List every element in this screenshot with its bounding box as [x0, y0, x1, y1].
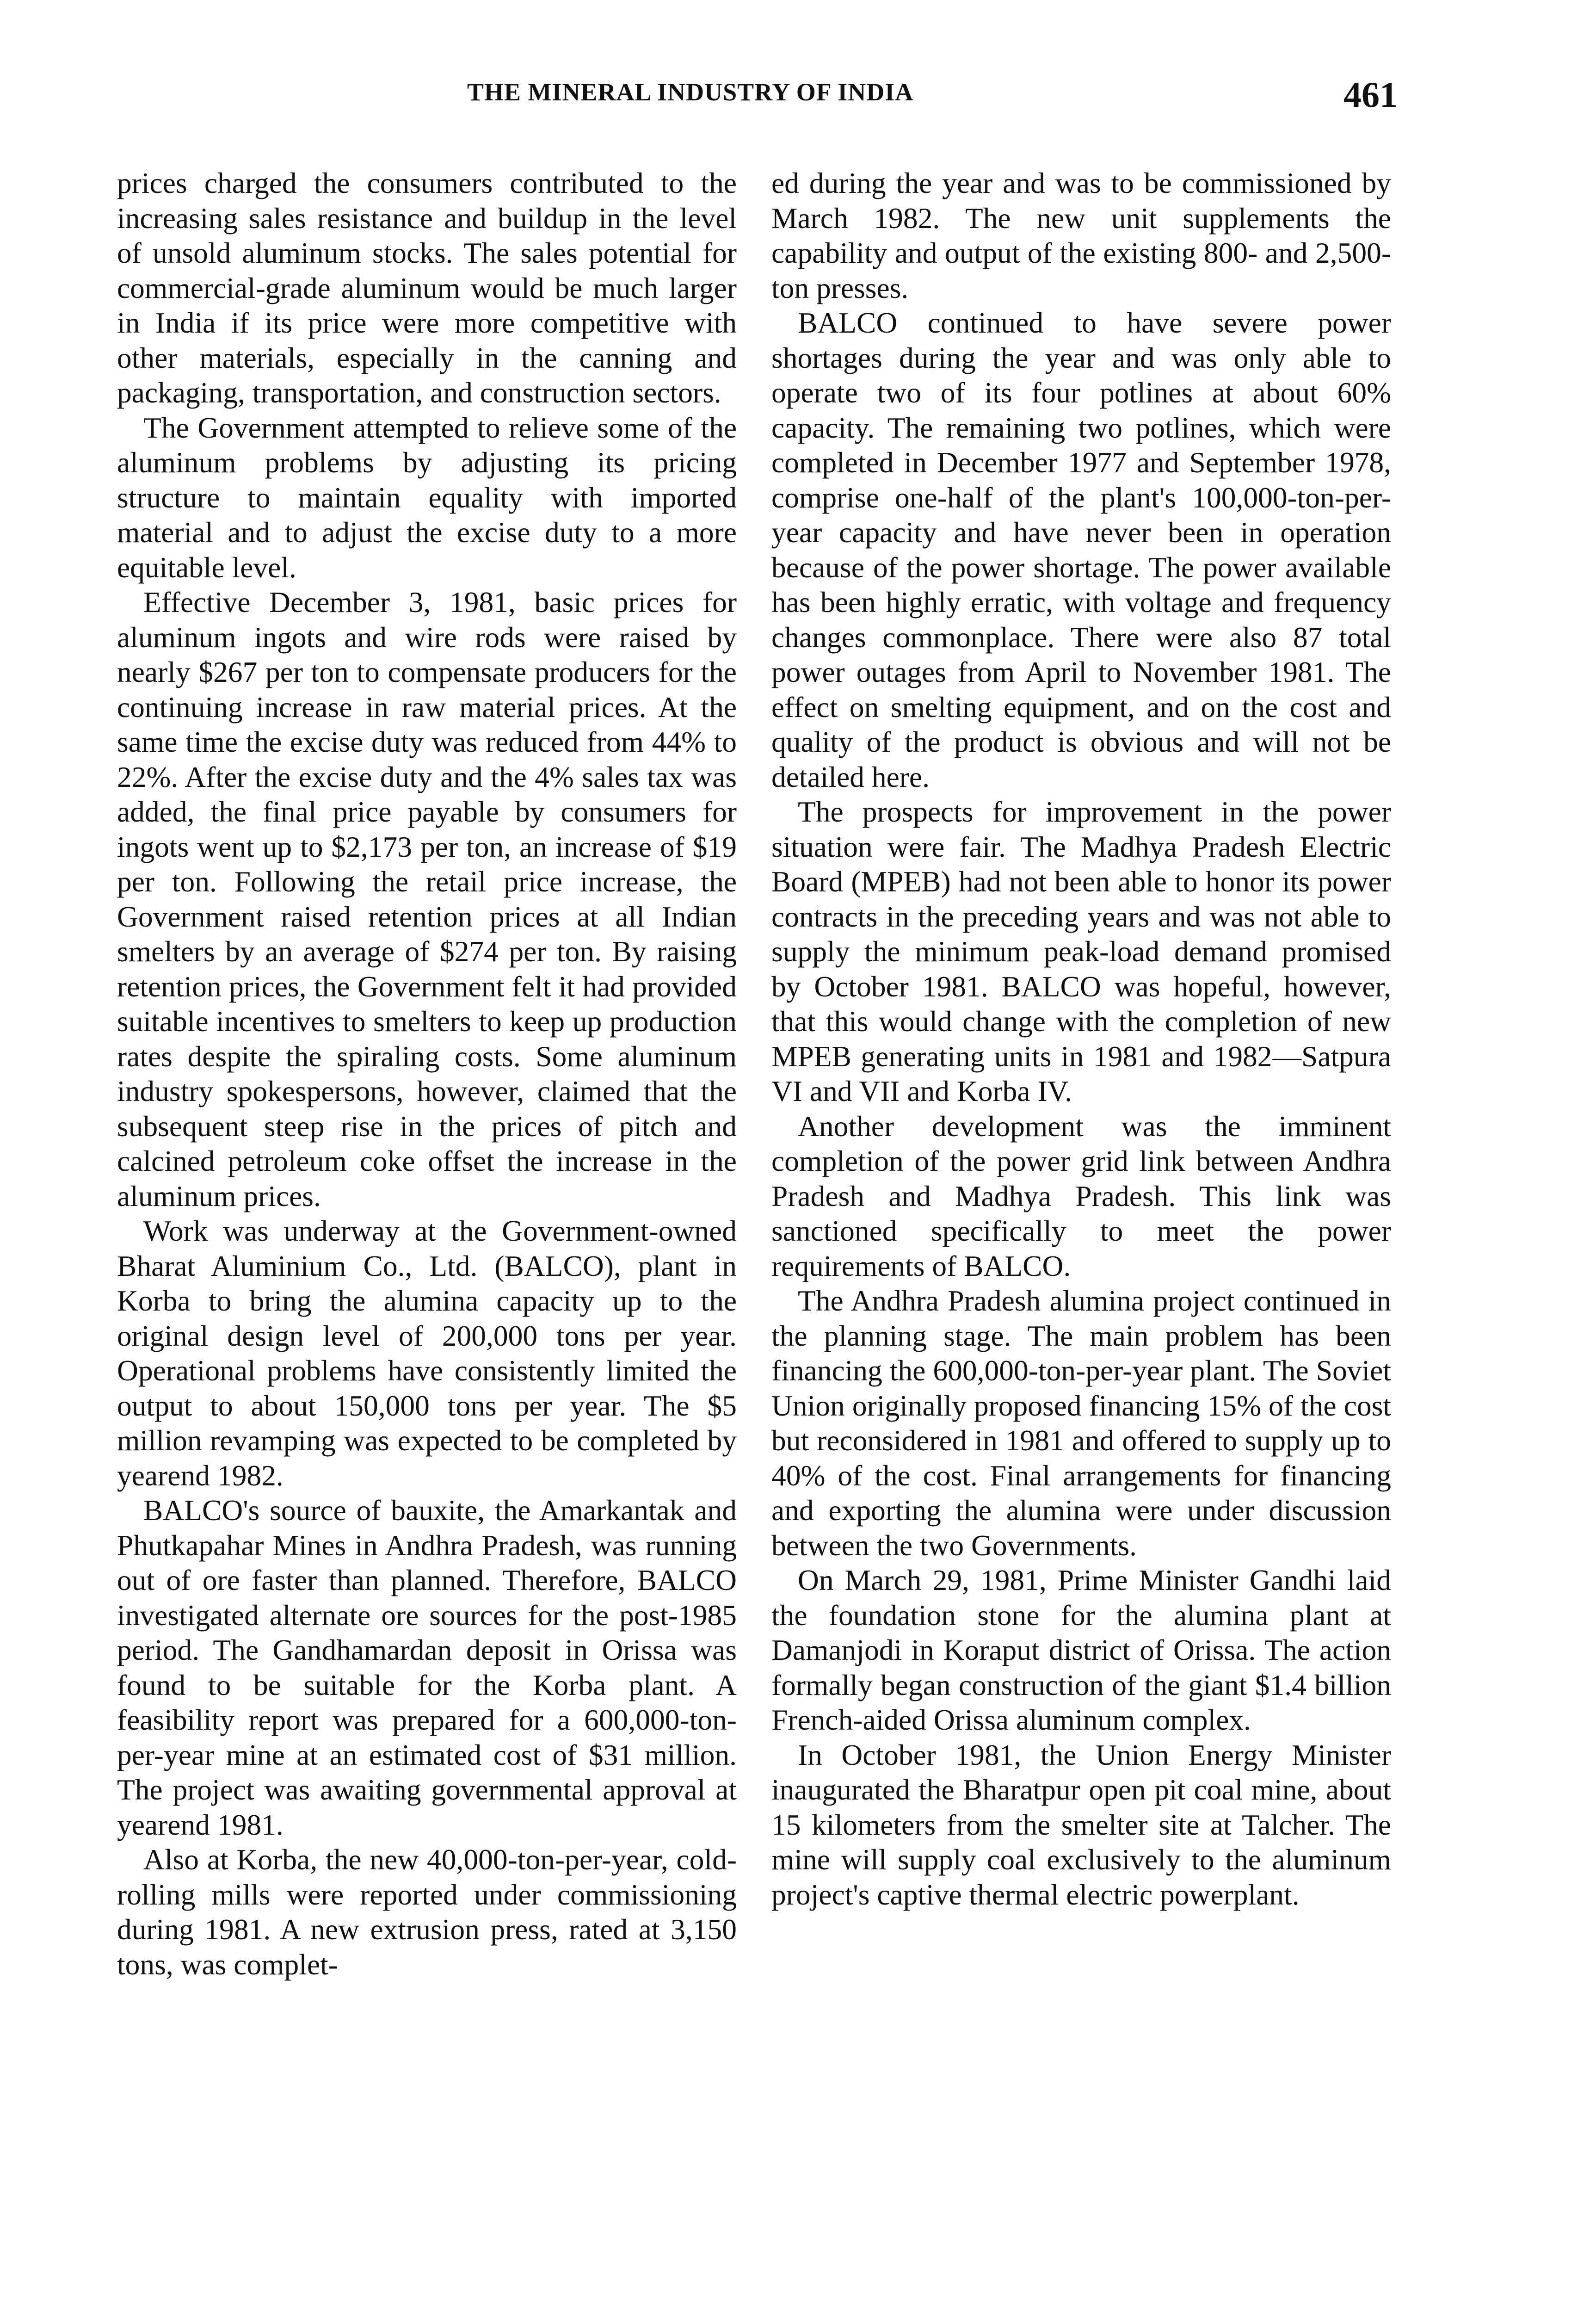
paragraph: The Government attempted to relieve some of the aluminum problems by adjusting its pricing structure to maintain equality with imported material and to adjust the excise duty to a more equitable level.: [117, 411, 737, 584]
paragraph: Also at Korba, the new 40,000-ton-per-year, cold-rolling mills were reported under commissioning during 1981. A new extrusion press, rated at 3,150 tons, was complet-: [117, 1843, 737, 1981]
paragraph: prices charged the consumers contributed to the increasing sales resistance and buildup in the level of unsold aluminum stocks. The sales potential for commercial-grade aluminum would be much larger in India if its price were more competitive with other materials, especially in the canning and packaging, transportation, and construction sectors.: [117, 167, 737, 409]
left-column: [117, 166, 737, 1982]
right-column: [771, 166, 1391, 1912]
paragraph: ed during the year and was to be commissioned by March 1982. The new unit supplements the capability and output of the existing 800- and 2,500-ton presses.: [771, 167, 1391, 304]
paragraph: The prospects for improvement in the power situation were fair. The Madhya Pradesh Electric Board (MPEB) had not been able to honor its power contracts in the preceding years and was not able to supply the minimum peak-load demand promised by October 1981. BALCO was hopeful, however, that this would change with the completion of new MPEB generating units in 1981 and 1982—Satpura VI and VII and Korba IV.: [771, 795, 1391, 1107]
paragraph: In October 1981, the Union Energy Minister inaugurated the Bharatpur open pit coal mine, about 15 kilometers from the smelter site at Talcher. The mine will supply coal exclusively to the aluminum project's captive thermal electric powerplant.: [771, 1738, 1391, 1911]
paragraph: Another development was the imminent completion of the power grid link between Andhra Pradesh and Madhya Pradesh. This link was sanctioned specifically to meet the power requirements of BALCO.: [771, 1109, 1391, 1282]
running-head: THE MINERAL INDUSTRY OF INDIA: [467, 78, 914, 106]
paragraph: BALCO's source of bauxite, the Amarkantak and Phutkapahar Mines in Andhra Pradesh, was running out of ore faster than planned. Therefore, BALCO investigated alternate ore sources for the post-1985 period. The Gandhamardan deposit in Orissa was found to be suitable for the Korba plant. A feasibility report was prepared for a 600,000-ton-per-year mine at an estimated cost of $31 million. The project was awaiting governmental approval at yearend 1981.: [117, 1494, 737, 1841]
paragraph: Work was underway at the Government-owned Bharat Aluminium Co., Ltd. (BALCO), plant in Korba to bring the alumina capacity up to the original design level of 200,000 tons per year. Operational problems have consistently limited the output to about 150,000 tons per year. The $5 million revamping was expected to be completed by yearend 1982.: [117, 1214, 737, 1492]
paragraph: Effective December 3, 1981, basic prices for aluminum ingots and wire rods were raised by nearly $267 per ton to compensate producers for the continuing increase in raw material prices. At the same time the excise duty was reduced from 44% to 22%. After the excise duty and the 4% sales tax was added, the final price payable by consumers for ingots went up to $2,173 per ton, an increase of $19 per ton. Following the retail price increase, the Government raised retention prices at all Indian smelters by an average of $274 per ton. By raising retention prices, the Government felt it had provided suitable incentives to smelters to keep up production rates despite the spiraling costs. Some aluminum industry spokespersons, however, claimed that the subsequent steep rise in the prices of pitch and calcined petroleum coke offset the increase in the aluminum prices.: [117, 586, 737, 1212]
paragraph: BALCO continued to have severe power shortages during the year and was only able to operate two of its four potlines at about 60% capacity. The remaining two potlines, which were completed in December 1977 and September 1978, comprise one-half of the plant's 100,000-ton-per-year capacity and have never been in operation because of the power shortage. The power available has been highly erratic, with voltage and frequency changes commonplace. There were also 87 total power outages from April to November 1981. The effect on smelting equipment, and on the cost and quality of the product is obvious and will not be detailed here.: [771, 306, 1391, 793]
paragraph: On March 29, 1981, Prime Minister Gandhi laid the foundation stone for the alumina plant at Damanjodi in Koraput district of Orissa. The action formally began construction of the giant $1.4 billion French-aided Orissa aluminum complex.: [771, 1564, 1391, 1736]
paragraph: The Andhra Pradesh alumina project continued in the planning stage. The main problem has been financing the 600,000-ton-per-year plant. The Soviet Union originally proposed financing 15% of the cost but reconsidered in 1981 and offered to supply up to 40% of the cost. Final arrangements for financing and exporting the alumina were under discussion between the two Governments.: [771, 1284, 1391, 1562]
page-number: 461: [1343, 74, 1398, 115]
